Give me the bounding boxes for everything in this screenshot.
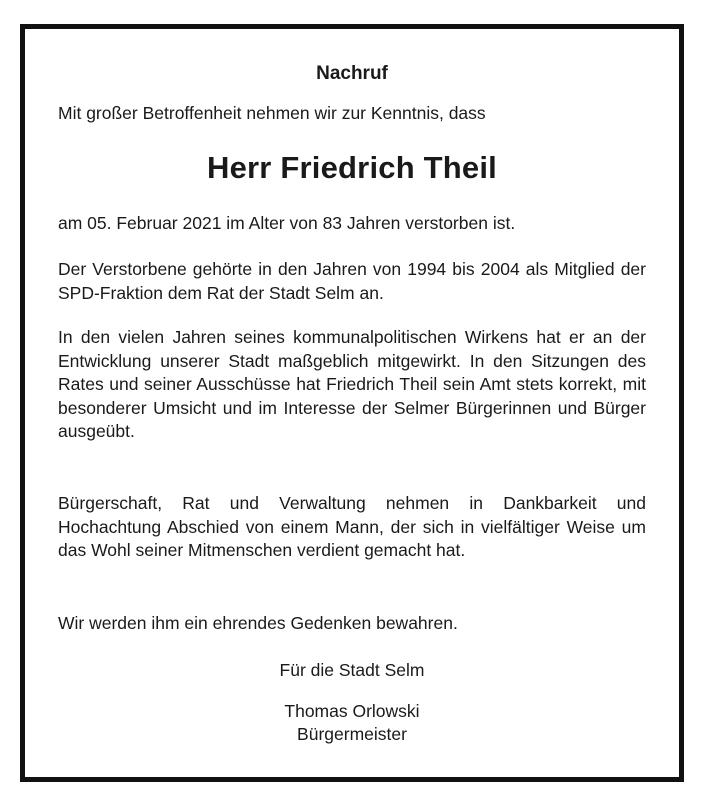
paragraph-service: In den vielen Jahren seines kommunalpolitischen Wirkens hat er an der Entwicklung unserer Stadt maßgeblich mitgewirkt. In den Sitzungen des Rates und seiner Ausschüsse hat Friedrich Theil sein Amt stets korrekt, mit besonderer Umsicht und im Interesse der Selmer Bürgerinnen und Bürger ausgeübt.	[58, 327, 646, 441]
signatory-title: Bürgermeister	[297, 724, 407, 744]
intro-text: Mit großer Betroffenheit nehmen wir zur Kenntnis, dass	[58, 103, 486, 123]
on-behalf-line: Für die Stadt Selm	[279, 660, 425, 680]
paragraph-farewell: Bürgerschaft, Rat und Verwaltung nehmen in Dankbarkeit und Hochachtung Abschied von einem Mann, der sich in vielfältiger Weise um das Wohl seiner Mitmenschen verdient gemacht hat.	[58, 493, 646, 560]
deceased-name: Herr Friedrich Theil	[207, 150, 497, 185]
paragraph-death-date: am 05. Februar 2021 im Alter von 83 Jahren verstorben ist.	[58, 213, 516, 233]
signatory-name: Thomas Orlowski	[284, 701, 420, 721]
obituary-frame	[20, 24, 684, 782]
notice-heading: Nachruf	[316, 63, 388, 84]
paragraph-council-membership: Der Verstorbene gehörte in den Jahren von 1994 bis 2004 als Mitglied der SPD-Fraktion dem Rat der Stadt Selm an.	[58, 259, 646, 303]
paragraph-remembrance: Wir werden ihm ein ehrendes Gedenken bewahren.	[58, 613, 458, 633]
